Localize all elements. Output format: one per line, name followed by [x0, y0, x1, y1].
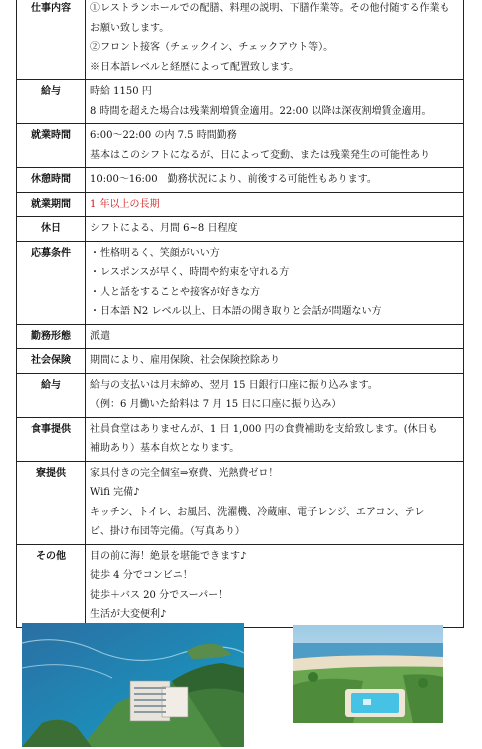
table-row — [17, 373, 464, 417]
content-line: 10:00〜16:00 勤務状況により、前後する可能性もあります。 — [90, 174, 377, 185]
resort-pool-photo — [293, 625, 443, 723]
content-line: 社員食堂はありませんが、1 日 1,000 円の食費補助を支給致します。(休日も — [90, 423, 438, 435]
table-row — [17, 168, 464, 193]
row-content — [86, 417, 464, 461]
content-line: 時給 1150 円 — [90, 86, 152, 97]
content-line: ・レスポンスが早く、時間や約束を守れる方 — [90, 267, 290, 278]
row-content — [86, 349, 464, 374]
content-line: 補助あり）基本自炊となります。 — [90, 443, 240, 454]
table-row — [17, 217, 464, 242]
content-line: 1 年以上の長期 — [90, 198, 160, 210]
content-line: 期間により、雇用保険、社会保険控除あり — [90, 355, 280, 366]
row-label: 給与 — [17, 373, 86, 417]
content-line: 生活が大変便利♪ — [90, 609, 167, 620]
table-row — [17, 124, 464, 168]
row-content — [86, 461, 464, 544]
row-content — [86, 373, 464, 417]
table-row — [17, 461, 464, 544]
table-row — [17, 324, 464, 349]
row-content — [86, 0, 464, 80]
content-line: ※日本語レベルと経歴によって配置致します。 — [90, 61, 300, 73]
content-line: ・人と話をすることや接客が好きな方 — [90, 286, 260, 298]
content-line: ②フロント接客（チェックイン、チェックアウト等）。 — [90, 42, 334, 53]
row-label: 休憩時間 — [17, 168, 86, 193]
content-line: 給与の支払いは月末締め、翌月 15 日銀行口座に振り込みます。 — [90, 379, 378, 391]
row-label: 就業期間 — [17, 192, 86, 217]
row-label: 応募条件 — [17, 241, 86, 324]
content-line: ・性格明るく、笑顔がいい方 — [90, 247, 220, 259]
row-content — [86, 80, 464, 124]
row-label: 就業時間 — [17, 124, 86, 168]
content-line: シフトによる、月間 6~8 日程度 — [90, 223, 238, 234]
table-row — [17, 544, 464, 627]
table-row — [17, 349, 464, 374]
row-content — [86, 241, 464, 324]
content-line: 徒歩 4 分でコンビニ！ — [90, 570, 193, 581]
row-content — [86, 217, 464, 242]
content-line: 派遣 — [90, 330, 110, 342]
table-row — [17, 417, 464, 461]
content-line: 家具付きの完全個室⇒寮費、光熱費ゼロ！ — [90, 467, 279, 479]
row-label: 勤務形態 — [17, 324, 86, 349]
content-line: ①レストランホールでの配膳、料理の説明、下膳作業等。その他付随する作業も — [90, 3, 450, 14]
hotel-aerial-photo — [22, 623, 244, 747]
content-line: 基本はこのシフトになるが、日によって変動、または残業発生の可能性あり — [90, 149, 430, 161]
row-label: その他 — [17, 544, 86, 627]
row-content — [86, 192, 464, 217]
table-row — [17, 192, 464, 217]
row-label: 社会保険 — [17, 349, 86, 374]
row-content — [86, 168, 464, 193]
table-row — [17, 0, 464, 80]
content-line: 徒歩＋バス 20 分でスーパー！ — [90, 589, 229, 601]
content-line: ・日本語 N2 レベル以上、日本語の聞き取りと会話が問題ない方 — [90, 306, 382, 317]
table-row — [17, 241, 464, 324]
content-line: お願い致します。 — [90, 22, 170, 34]
table-row — [17, 80, 464, 124]
row-label: 食事提供 — [17, 417, 86, 461]
row-content — [86, 324, 464, 349]
content-line: （例：6 月働いた給料は 7 月 15 日に口座に振り込み） — [90, 399, 342, 410]
row-label: 仕事内容 — [17, 0, 86, 80]
row-label: 休日 — [17, 217, 86, 242]
photo-strip — [0, 621, 482, 749]
content-line: Wifi 完備♪ — [90, 487, 140, 498]
row-label: 給与 — [17, 80, 86, 124]
row-content — [86, 124, 464, 168]
job-details-table — [16, 0, 464, 628]
content-line: キッチン、トイレ、お風呂、洗濯機、冷蔵庫、電子レンジ、エアコン、テレ — [90, 506, 425, 518]
content-line: 6:00〜22:00 の内 7.5 時間勤務 — [90, 130, 237, 141]
row-content — [86, 544, 464, 627]
row-label: 寮提供 — [17, 461, 86, 544]
content-line: ビ、掛け布団等完備。（写真あり） — [90, 526, 245, 537]
content-line: 8 時間を超えた場合は残業割増賃金適用。22:00 以降は深夜割増賃金適用。 — [90, 105, 432, 117]
content-line: 目の前に海！絶景を堪能できます♪ — [90, 550, 247, 562]
